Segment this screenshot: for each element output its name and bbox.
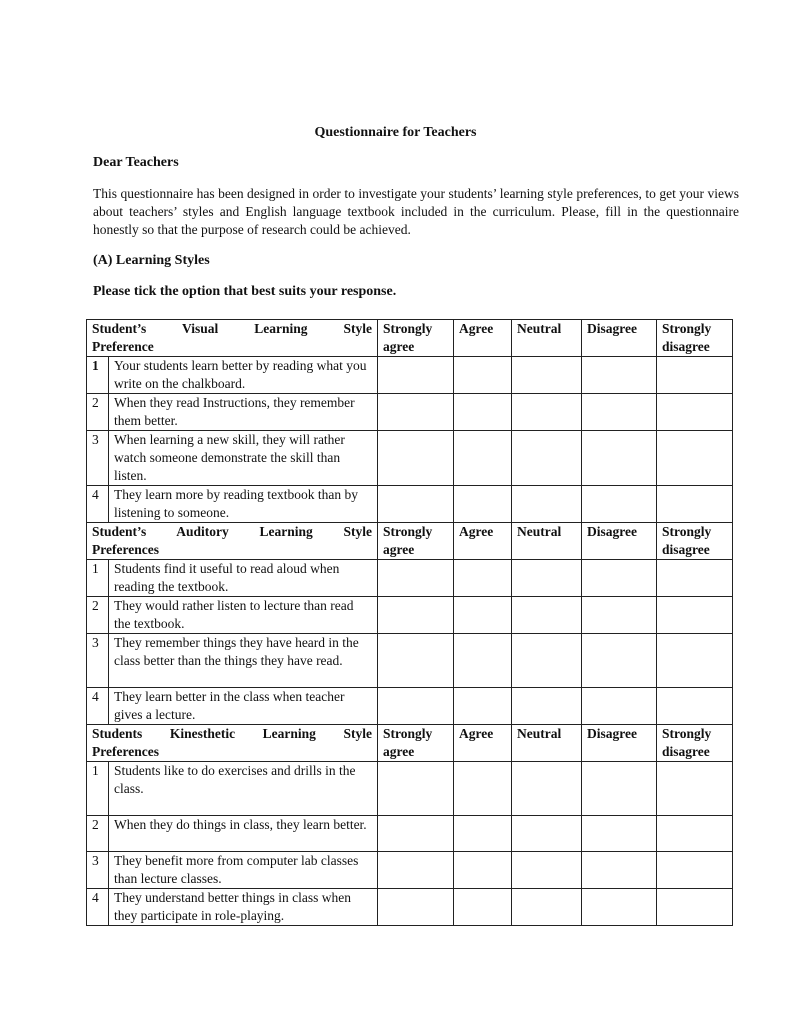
- option-header-disagree: Disagree: [582, 523, 657, 560]
- response-cell-strongly-agree[interactable]: [378, 394, 454, 431]
- response-cell-strongly-agree[interactable]: [378, 357, 454, 394]
- response-cell-strongly-disagree[interactable]: [657, 560, 733, 597]
- statement-text: They learn more by reading textbook than by listening to someone.: [109, 486, 378, 523]
- response-cell-neutral[interactable]: [512, 560, 582, 597]
- statement-row: [87, 357, 733, 394]
- category-label-line1: Students Kinesthetic Learning Style: [92, 726, 372, 741]
- statement-text: Students like to do exercises and drills in the class.: [109, 762, 378, 816]
- option-header-strongly-disagree: Strongly disagree: [657, 320, 733, 357]
- statement-number: 2: [87, 394, 109, 431]
- statement-number: 3: [87, 852, 109, 889]
- response-cell-neutral[interactable]: [512, 431, 582, 486]
- response-cell-disagree[interactable]: [582, 889, 657, 926]
- response-cell-neutral[interactable]: [512, 688, 582, 725]
- statement-number: 4: [87, 688, 109, 725]
- response-cell-strongly-disagree[interactable]: [657, 486, 733, 523]
- statement-number: 1: [87, 357, 109, 394]
- response-cell-strongly-disagree[interactable]: [657, 597, 733, 634]
- category-label-line1: Student’s Auditory Learning Style: [92, 524, 372, 539]
- statement-number: 1: [87, 762, 109, 816]
- response-cell-disagree[interactable]: [582, 816, 657, 852]
- response-cell-disagree[interactable]: [582, 357, 657, 394]
- option-header-strongly-disagree: Strongly disagree: [657, 725, 733, 762]
- statement-row: [87, 762, 733, 816]
- response-cell-agree[interactable]: [454, 597, 512, 634]
- response-cell-strongly-disagree[interactable]: [657, 852, 733, 889]
- response-cell-disagree[interactable]: [582, 762, 657, 816]
- response-cell-disagree[interactable]: [582, 597, 657, 634]
- response-cell-strongly-disagree[interactable]: [657, 431, 733, 486]
- statement-text: They understand better things in class when they participate in role-playing.: [109, 889, 378, 926]
- response-cell-neutral[interactable]: [512, 394, 582, 431]
- category-label-line2: Preferences: [92, 542, 159, 557]
- statement-text: When they read Instructions, they remember them better.: [109, 394, 378, 431]
- response-cell-agree[interactable]: [454, 486, 512, 523]
- statement-number: 2: [87, 816, 109, 852]
- option-header-neutral: Neutral: [512, 320, 582, 357]
- category-label: [87, 320, 378, 357]
- response-cell-neutral[interactable]: [512, 486, 582, 523]
- response-cell-strongly-agree[interactable]: [378, 688, 454, 725]
- response-cell-agree[interactable]: [454, 357, 512, 394]
- response-cell-disagree[interactable]: [582, 431, 657, 486]
- statement-text: They remember things they have heard in the class better than the things they have read.: [109, 634, 378, 688]
- response-cell-strongly-disagree[interactable]: [657, 889, 733, 926]
- option-header-neutral: Neutral: [512, 725, 582, 762]
- questionnaire-table: [86, 319, 733, 926]
- option-header-agree: Agree: [454, 523, 512, 560]
- response-cell-agree[interactable]: [454, 394, 512, 431]
- statement-text: Students find it useful to read aloud when reading the textbook.: [109, 560, 378, 597]
- category-header-row: [87, 320, 733, 357]
- response-cell-agree[interactable]: [454, 634, 512, 688]
- statement-row: [87, 486, 733, 523]
- page-title: Questionnaire for Teachers: [314, 125, 477, 140]
- category-header-row: [87, 523, 733, 560]
- statement-row: [87, 597, 733, 634]
- option-header-neutral: Neutral: [512, 523, 582, 560]
- response-cell-disagree[interactable]: [582, 852, 657, 889]
- statement-row: [87, 889, 733, 926]
- statement-number: 4: [87, 889, 109, 926]
- option-header-strongly-disagree: Strongly disagree: [657, 523, 733, 560]
- category-label: [87, 725, 378, 762]
- response-cell-neutral[interactable]: [512, 852, 582, 889]
- category-label-line2: Preference: [92, 339, 154, 354]
- option-header-strongly-agree: Strongly agree: [378, 725, 454, 762]
- response-cell-strongly-disagree[interactable]: [657, 357, 733, 394]
- response-cell-agree[interactable]: [454, 688, 512, 725]
- category-label-line2: Preferences: [92, 744, 159, 759]
- statement-text: Your students learn better by reading what you write on the chalkboard.: [109, 357, 378, 394]
- category-label: [87, 523, 378, 560]
- statement-row: [87, 394, 733, 431]
- response-cell-neutral[interactable]: [512, 816, 582, 852]
- option-header-agree: Agree: [454, 320, 512, 357]
- response-cell-strongly-agree[interactable]: [378, 852, 454, 889]
- response-cell-agree[interactable]: [454, 889, 512, 926]
- response-cell-disagree[interactable]: [582, 634, 657, 688]
- response-cell-neutral[interactable]: [512, 762, 582, 816]
- instruction-text: Please tick the option that best suits your response.: [93, 284, 397, 299]
- statement-text: They benefit more from computer lab classes than lecture classes.: [109, 852, 378, 889]
- response-cell-disagree[interactable]: [582, 486, 657, 523]
- statement-number: 1: [87, 560, 109, 597]
- response-cell-strongly-agree[interactable]: [378, 762, 454, 816]
- response-cell-agree[interactable]: [454, 560, 512, 597]
- statement-number: 2: [87, 597, 109, 634]
- response-cell-neutral[interactable]: [512, 634, 582, 688]
- category-header-row: [87, 725, 733, 762]
- response-cell-strongly-disagree[interactable]: [657, 688, 733, 725]
- response-cell-strongly-agree[interactable]: [378, 816, 454, 852]
- option-header-disagree: Disagree: [582, 725, 657, 762]
- response-cell-strongly-agree[interactable]: [378, 486, 454, 523]
- response-cell-strongly-agree[interactable]: [378, 634, 454, 688]
- statement-number: 3: [87, 634, 109, 688]
- option-header-strongly-agree: Strongly agree: [378, 523, 454, 560]
- greeting: Dear Teachers: [93, 155, 179, 170]
- statement-row: [87, 816, 733, 852]
- response-cell-neutral[interactable]: [512, 357, 582, 394]
- response-cell-strongly-agree[interactable]: [378, 597, 454, 634]
- response-cell-strongly-agree[interactable]: [378, 431, 454, 486]
- intro-paragraph: This questionnaire has been designed in order to investigate your students’ learning style preferences, to get your views about teachers’ styles and English language textbook included in the curriculum. Please, fill in the questionnaire honestly so that the purpose of research could be achieved.: [93, 186, 739, 237]
- section-heading: (A) Learning Styles: [93, 253, 210, 268]
- statement-row: [87, 688, 733, 725]
- response-cell-disagree[interactable]: [582, 560, 657, 597]
- statement-number: 4: [87, 486, 109, 523]
- response-cell-agree[interactable]: [454, 816, 512, 852]
- response-cell-strongly-disagree[interactable]: [657, 816, 733, 852]
- statement-text: They would rather listen to lecture than read the textbook.: [109, 597, 378, 634]
- statement-row: [87, 852, 733, 889]
- response-cell-agree[interactable]: [454, 762, 512, 816]
- statement-text: They learn better in the class when teacher gives a lecture.: [109, 688, 378, 725]
- response-cell-neutral[interactable]: [512, 889, 582, 926]
- response-cell-strongly-agree[interactable]: [378, 889, 454, 926]
- response-cell-strongly-disagree[interactable]: [657, 394, 733, 431]
- statement-text: When learning a new skill, they will rather watch someone demonstrate the skill than listen.: [109, 431, 378, 486]
- response-cell-strongly-disagree[interactable]: [657, 762, 733, 816]
- statement-number: 3: [87, 431, 109, 486]
- option-header-agree: Agree: [454, 725, 512, 762]
- response-cell-disagree[interactable]: [582, 688, 657, 725]
- category-label-line1: Student’s Visual Learning Style: [92, 321, 372, 336]
- response-cell-disagree[interactable]: [582, 394, 657, 431]
- statement-row: [87, 431, 733, 486]
- option-header-disagree: Disagree: [582, 320, 657, 357]
- option-header-strongly-agree: Strongly agree: [378, 320, 454, 357]
- statement-text: When they do things in class, they learn better.: [109, 816, 378, 852]
- response-cell-neutral[interactable]: [512, 597, 582, 634]
- statement-row: [87, 560, 733, 597]
- response-cell-strongly-disagree[interactable]: [657, 634, 733, 688]
- statement-row: [87, 634, 733, 688]
- response-cell-agree[interactable]: [454, 852, 512, 889]
- response-cell-strongly-agree[interactable]: [378, 560, 454, 597]
- response-cell-agree[interactable]: [454, 431, 512, 486]
